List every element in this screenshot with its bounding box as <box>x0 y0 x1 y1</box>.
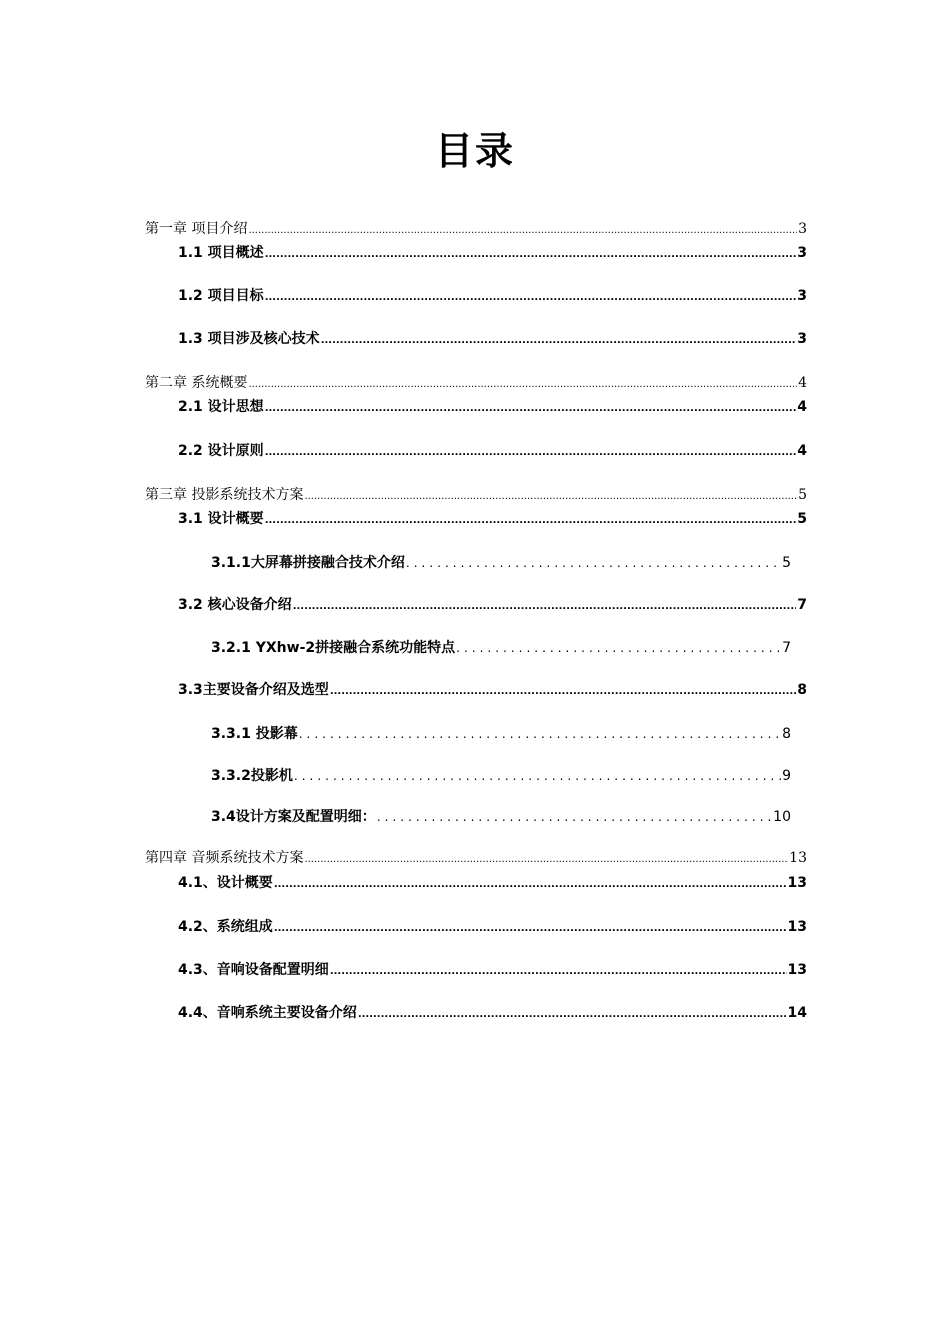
toc-entry-label: 3.1 设计概要 <box>178 511 264 527</box>
toc-entry-label: 3.3主要设备介绍及选型 <box>178 682 329 698</box>
toc-dot-leader <box>358 1005 787 1025</box>
toc-page-number: 5 <box>782 555 791 571</box>
toc-page-number: 8 <box>797 682 807 698</box>
toc-entry-label: 4.3、音响设备配置明细 <box>178 962 329 978</box>
toc-entry-label: 1.2 项目目标 <box>178 288 264 304</box>
toc-entry-section-4-1[interactable] <box>178 873 807 893</box>
toc-entry-label: 4.1、设计概要 <box>178 875 273 891</box>
toc-entry-label: 3.2.1 YXhw-2拼接融合系统功能特点 <box>211 640 456 656</box>
toc-entry-label: 第二章 系统概要 <box>145 375 248 391</box>
toc-dot-leader <box>265 511 797 531</box>
toc-entry-subsection-3-1-1[interactable] <box>211 553 791 573</box>
toc-entry-section-1-2[interactable] <box>178 286 807 306</box>
toc-entry-label: 第一章 项目介绍 <box>145 221 248 237</box>
toc-page-number: 4 <box>797 443 807 459</box>
toc-entry-label: 3.3.1 投影幕 <box>211 726 298 742</box>
toc-entry-section-4-4[interactable] <box>178 1003 807 1023</box>
toc-entry-subsection-3-3-1[interactable] <box>211 724 791 744</box>
toc-dot-leader <box>321 331 797 351</box>
toc-entry-chapter-1[interactable] <box>145 219 807 239</box>
toc-dot-leader <box>304 850 788 870</box>
page-title: 目录 <box>434 129 515 173</box>
toc-dot-leader <box>274 919 787 939</box>
toc-dot-leader <box>265 443 797 463</box>
toc-page-number: 4 <box>797 399 807 415</box>
toc-dot-leader <box>304 487 797 507</box>
toc-page-number: 8 <box>782 726 791 742</box>
toc-dot-leader <box>299 724 781 744</box>
toc-dot-leader <box>248 221 797 241</box>
toc-entry-section-1-1[interactable] <box>178 243 807 263</box>
toc-dot-leader <box>274 875 787 895</box>
toc-entry-section-3-3[interactable] <box>178 680 807 700</box>
toc-page-number: 13 <box>787 875 807 891</box>
toc-page-number: 10 <box>773 809 791 825</box>
toc-page-number: 3 <box>797 288 807 304</box>
toc-page-number: 14 <box>787 1005 807 1021</box>
toc-page-number: 13 <box>789 850 807 866</box>
toc-entry-label: 2.2 设计原则 <box>178 443 264 459</box>
toc-entry-label: 4.2、系统组成 <box>178 919 273 935</box>
toc-entry-label: 1.1 项目概述 <box>178 245 264 261</box>
toc-page-number: 5 <box>797 511 807 527</box>
toc-entry-chapter-2[interactable] <box>145 373 807 393</box>
toc-entry-section-2-2[interactable] <box>178 441 807 461</box>
toc-entry-label: 第三章 投影系统技术方案 <box>145 487 304 503</box>
toc-dot-leader <box>293 597 797 617</box>
toc-entry-chapter-4[interactable] <box>145 848 807 868</box>
toc-entry-subsection-3-2-1[interactable] <box>211 638 791 658</box>
toc-entry-subsection-3-4[interactable] <box>211 807 791 827</box>
toc-entry-label: 3.1.1大屏幕拼接融合技术介绍 <box>211 555 405 571</box>
toc-page-number: 7 <box>782 640 791 656</box>
toc-page-number: 9 <box>782 768 791 784</box>
toc-page-number: 4 <box>798 375 807 391</box>
toc-entry-label: 1.3 项目涉及核心技术 <box>178 331 320 347</box>
toc-dot-leader <box>330 682 796 702</box>
toc-dot-leader <box>265 288 797 308</box>
toc-page-number: 5 <box>798 487 807 503</box>
toc-page-number: 3 <box>798 221 807 237</box>
toc-entry-label: 第四章 音频系统技术方案 <box>145 850 304 866</box>
toc-dot-leader <box>377 807 772 827</box>
toc-entry-section-3-1[interactable] <box>178 509 807 529</box>
toc-page-number: 13 <box>787 919 807 935</box>
toc-page-number: 7 <box>797 597 807 613</box>
toc-entry-label: 3.4设计方案及配置明细： <box>211 809 376 825</box>
toc-dot-leader <box>330 962 787 982</box>
toc-entry-label: 3.3.2投影机 <box>211 768 293 784</box>
toc-page-number: 3 <box>797 331 807 347</box>
toc-entry-chapter-3[interactable] <box>145 485 807 505</box>
toc-entry-section-3-2[interactable] <box>178 595 807 615</box>
toc-entry-section-2-1[interactable] <box>178 397 807 417</box>
toc-entry-subsection-3-3-2[interactable] <box>211 766 791 786</box>
toc-dot-leader <box>456 638 781 658</box>
toc-entry-label: 3.2 核心设备介绍 <box>178 597 292 613</box>
toc-entry-section-4-2[interactable] <box>178 917 807 937</box>
toc-dot-leader <box>294 766 781 786</box>
toc-dot-leader <box>248 375 797 395</box>
toc-page-number: 13 <box>787 962 807 978</box>
toc-entry-section-4-3[interactable] <box>178 960 807 980</box>
toc-dot-leader <box>265 245 797 265</box>
toc-entry-label: 2.1 设计思想 <box>178 399 264 415</box>
toc-page-number: 3 <box>797 245 807 261</box>
toc-dot-leader <box>265 399 797 419</box>
toc-entry-section-1-3[interactable] <box>178 329 807 349</box>
toc-entry-label: 4.4、音响系统主要设备介绍 <box>178 1005 357 1021</box>
toc-dot-leader <box>406 553 781 573</box>
